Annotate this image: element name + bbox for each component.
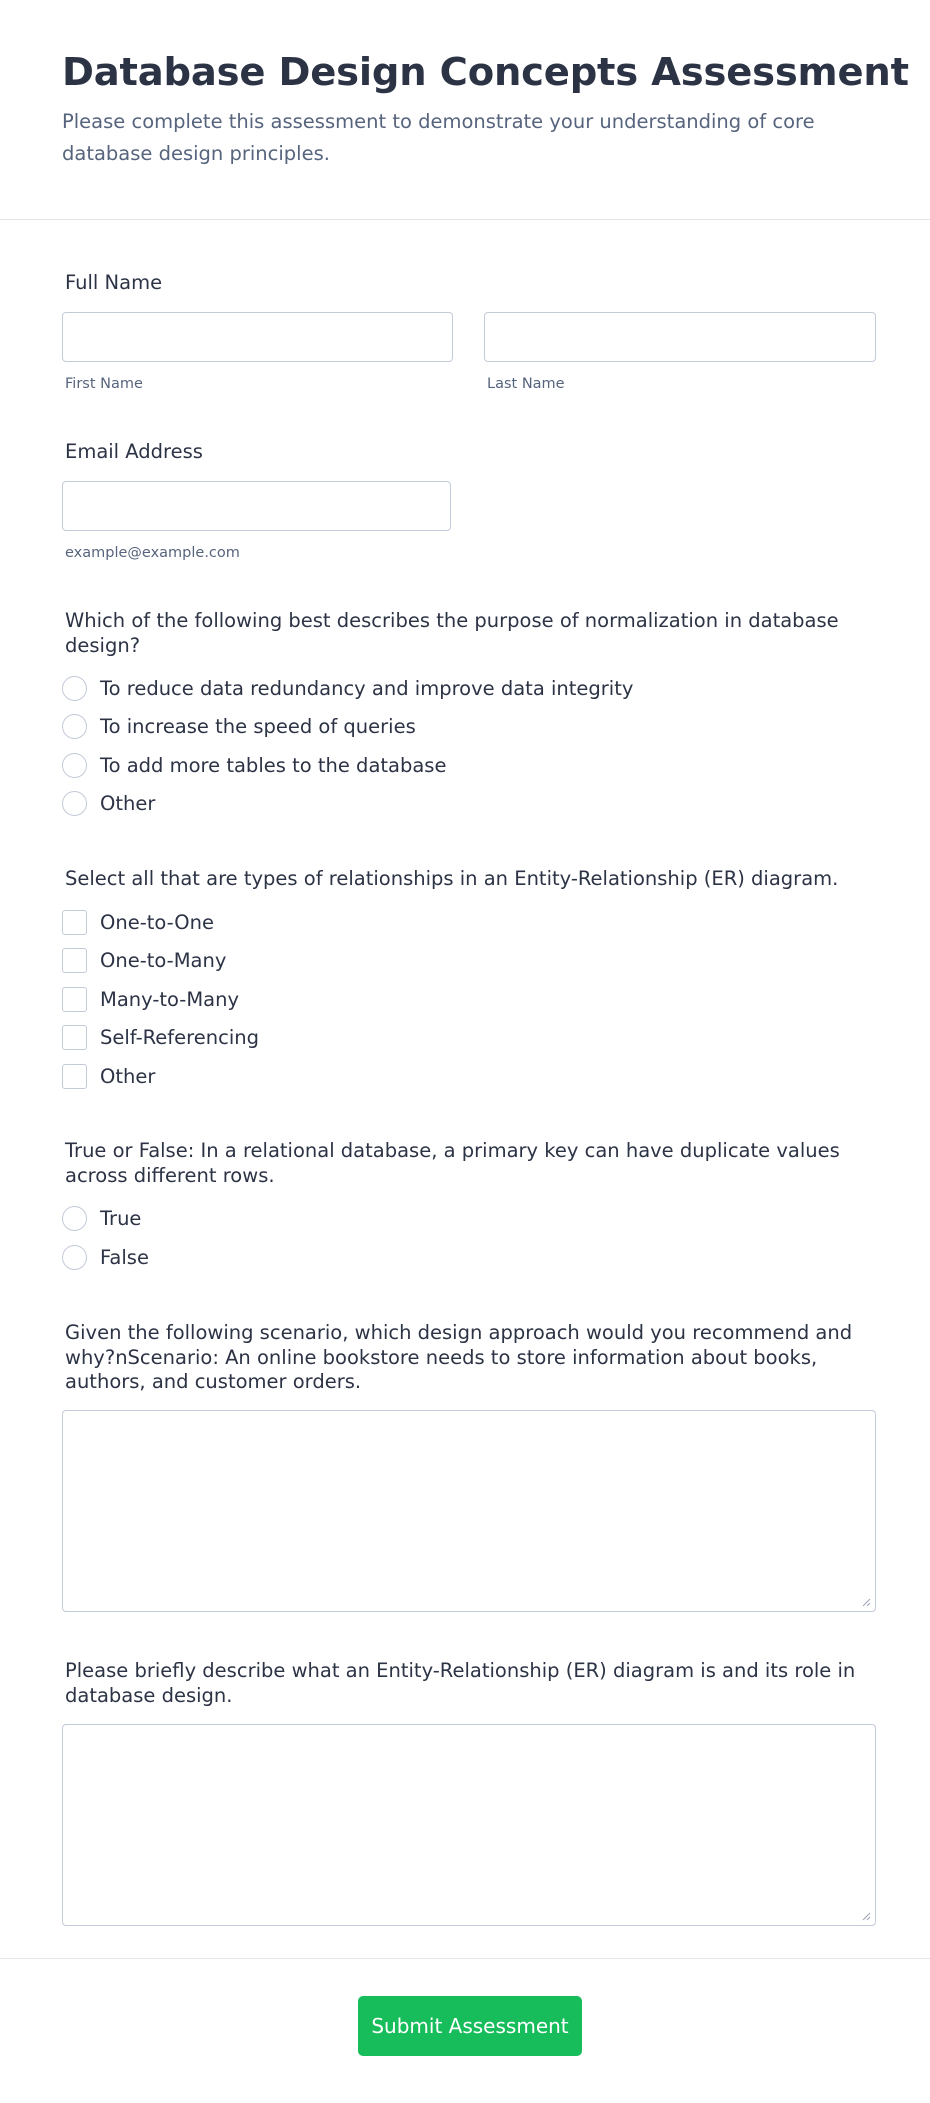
- option-label: To increase the speed of queries: [100, 714, 416, 738]
- checkbox[interactable]: [62, 1064, 87, 1089]
- radio-option[interactable]: [62, 789, 155, 817]
- option-label: To add more tables to the database: [100, 753, 447, 777]
- option-label: One-to-Many: [100, 948, 227, 972]
- checkbox-option[interactable]: [62, 908, 214, 936]
- radio-option[interactable]: [62, 674, 633, 702]
- question-primary-key-label: True or False: In a relational database, a primary key can have duplicate values across different rows.: [65, 1139, 840, 1187]
- last-name-input[interactable]: [484, 312, 876, 362]
- option-label: True: [100, 1206, 142, 1230]
- checkbox[interactable]: [62, 987, 87, 1012]
- page-title: Database Design Concepts Assessment: [62, 50, 909, 95]
- email-label: Email Address: [65, 440, 203, 463]
- radio-button[interactable]: [62, 676, 87, 701]
- scenario-answer-textarea[interactable]: [62, 1410, 876, 1612]
- resize-grip-icon[interactable]: [861, 1597, 871, 1607]
- question-er-diagram-label: Please briefly describe what an Entity-Relationship (ER) diagram is and its role in database design.: [65, 1659, 856, 1707]
- radio-option[interactable]: [62, 751, 446, 779]
- last-name-sublabel: Last Name: [487, 376, 565, 392]
- checkbox-option[interactable]: [62, 985, 239, 1013]
- email-input[interactable]: [62, 481, 451, 531]
- radio-option[interactable]: [62, 1204, 141, 1232]
- radio-button[interactable]: [62, 1245, 87, 1270]
- radio-button[interactable]: [62, 714, 87, 739]
- radio-option[interactable]: [62, 712, 416, 740]
- option-label: Other: [100, 1064, 156, 1088]
- page-subtitle: Please complete this assessment to demonstrate your understanding of core database design principles.: [62, 110, 815, 165]
- checkbox-option[interactable]: [62, 1062, 155, 1090]
- full-name-label: Full Name: [65, 271, 163, 294]
- checkbox-option[interactable]: [62, 946, 226, 974]
- radio-button[interactable]: [62, 1206, 87, 1231]
- checkbox[interactable]: [62, 1025, 87, 1050]
- first-name-sublabel: First Name: [65, 376, 143, 392]
- form-header: [0, 0, 930, 220]
- radio-button[interactable]: [62, 753, 87, 778]
- option-label: Self-Referencing: [100, 1025, 259, 1049]
- radio-button[interactable]: [62, 791, 87, 816]
- er-diagram-answer-textarea[interactable]: [62, 1724, 876, 1926]
- question-scenario-label: Given the following scenario, which design approach would you recommend and why?nScenario: An online bookstore needs to store information about books, authors, and customer orders.: [65, 1321, 853, 1393]
- option-label: Other: [100, 791, 156, 815]
- footer-divider: [0, 1958, 930, 1959]
- checkbox[interactable]: [62, 948, 87, 973]
- option-label: To reduce data redundancy and improve data integrity: [100, 676, 634, 700]
- email-sublabel: example@example.com: [65, 545, 240, 561]
- radio-option[interactable]: [62, 1243, 149, 1271]
- checkbox-option[interactable]: [62, 1023, 259, 1051]
- option-label: False: [100, 1245, 149, 1269]
- submit-button[interactable]: Submit Assessment: [358, 1996, 582, 2056]
- option-label: Many-to-Many: [100, 987, 240, 1011]
- checkbox[interactable]: [62, 910, 87, 935]
- resize-grip-icon[interactable]: [861, 1911, 871, 1921]
- option-label: One-to-One: [100, 910, 214, 934]
- first-name-input[interactable]: [62, 312, 453, 362]
- question-relationships-label: Select all that are types of relationships in an Entity-Relationship (ER) diagram.: [65, 867, 839, 890]
- question-normalization-label: Which of the following best describes the purpose of normalization in database design?: [65, 609, 839, 657]
